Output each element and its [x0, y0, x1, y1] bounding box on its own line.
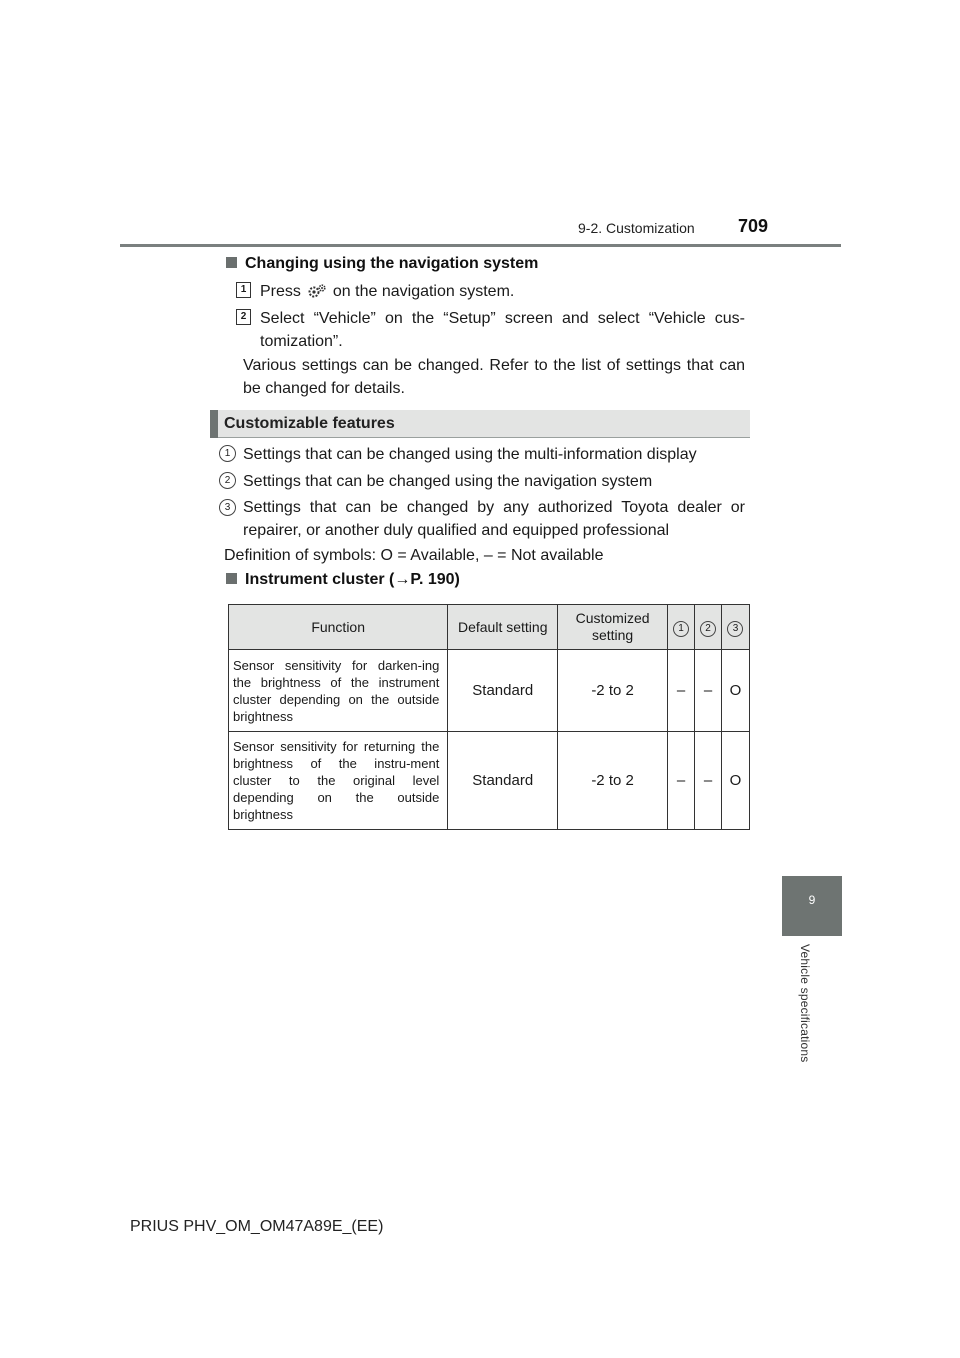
col-header-default: Default setting: [448, 605, 558, 650]
header-rule: [120, 244, 841, 247]
settings-table: [228, 604, 750, 830]
col-header-1: [668, 605, 695, 650]
step-1-text: Press on the navigation system.: [260, 280, 514, 306]
nav-section-heading: Changing using the navigation system: [226, 255, 538, 273]
circled-1-icon: 1: [673, 621, 689, 637]
cell-c3: O: [721, 650, 749, 732]
table-row: [229, 650, 750, 732]
col-header-function: Function: [229, 605, 448, 650]
cell-default: Standard: [448, 650, 558, 732]
section-title: 9-2. Customization: [578, 220, 695, 236]
table-header-row: [229, 605, 750, 650]
cell-customized: -2 to 2: [558, 732, 668, 830]
step-2-badge: 2: [236, 309, 251, 325]
section-bar-accent: [210, 410, 218, 438]
col-header-2: [695, 605, 722, 650]
square-bullet-icon: [226, 257, 237, 268]
settings-gear-icon: [307, 283, 327, 306]
instrument-cluster-heading: Instrument cluster (→P. 190): [226, 571, 460, 589]
cell-function: Sensor sensitivity for returning the brightness of the instru-ment cluster to the original level depending on the outside brightness: [229, 732, 448, 830]
legend-1-text: Settings that can be changed using the multi-information display: [243, 446, 697, 463]
circled-3-icon: 3: [727, 621, 743, 637]
chapter-label: Vehicle specifications: [798, 944, 812, 1063]
cell-customized: -2 to 2: [558, 650, 668, 732]
legend-2-text: Settings that can be changed using the navigation system: [243, 473, 653, 490]
customizable-features-title: Customizable features: [224, 415, 395, 432]
circled-2-icon: 2: [700, 621, 716, 637]
chapter-number: 9: [808, 893, 816, 907]
legend-1-icon: 1: [219, 445, 236, 462]
cell-c2: –: [695, 650, 722, 732]
step-1-badge: 1: [236, 282, 251, 298]
page-number: 709: [738, 216, 769, 236]
cell-c1: –: [668, 732, 695, 830]
nav-note: Various settings can be changed. Refer to the list of settings that can be changed for details.: [243, 357, 745, 397]
cell-c2: –: [695, 732, 722, 830]
table-row: [229, 732, 750, 830]
square-bullet-icon: [226, 573, 237, 584]
legend-3-text: Settings that can be changed by any authorized Toyota dealer or repairer, or another duly qualified and equipped professional: [243, 499, 745, 539]
col-header-customized: Customized setting: [558, 605, 668, 650]
step-2-text: Select “Vehicle” on the “Setup” screen and select “Vehicle cus-tomization”.: [260, 310, 745, 350]
cell-c1: –: [668, 650, 695, 732]
legend-3-icon: 3: [219, 499, 236, 516]
cell-function: Sensor sensitivity for darken-ing the brightness of the instrument cluster depending on the outside brightness: [229, 650, 448, 732]
cell-default: Standard: [448, 732, 558, 830]
cell-c3: O: [721, 732, 749, 830]
symbol-definition: Definition of symbols: O = Available, – = Not available: [224, 547, 604, 564]
legend-2-icon: 2: [219, 472, 236, 489]
document-id: PRIUS PHV_OM_OM47A89E_(EE): [130, 1218, 384, 1235]
col-header-3: [721, 605, 749, 650]
